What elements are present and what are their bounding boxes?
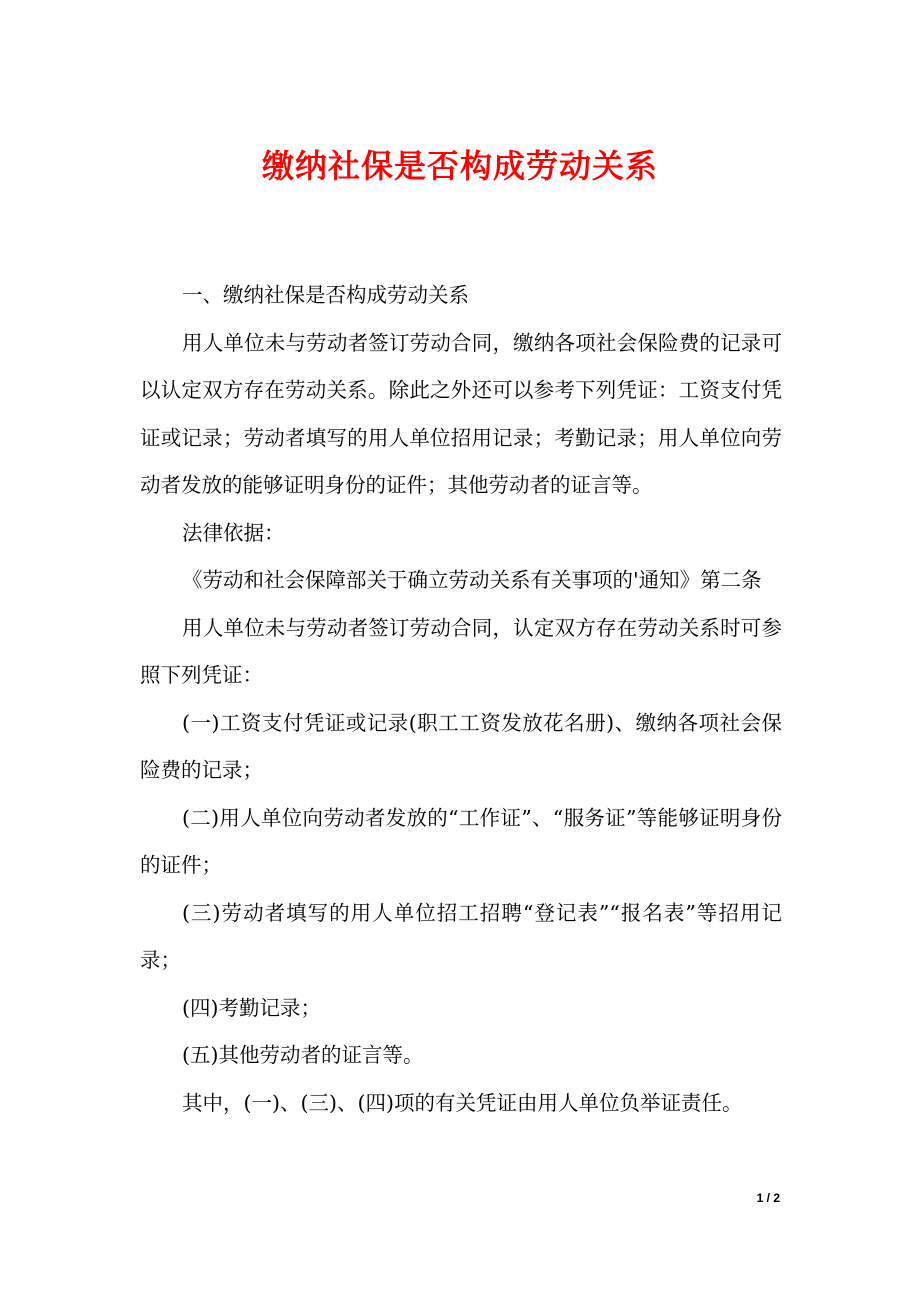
document-body <box>140 272 782 1127</box>
legal-basis-label: 法律依据： <box>182 520 285 545</box>
list-item: (二)用人单位向劳动者发放的“工作证”、“服务证”等能够证明身份的证件； <box>140 805 782 877</box>
list-item: (三)劳动者填写的用人单位招工招聘“登记表”“报名表”等招用记录； <box>140 900 782 972</box>
body-paragraph: 用人单位未与劳动者签订劳动合同，缴纳各项社会保险费的记录可以认定双方存在劳动关系。除此之外还可以参考下列凭证：工资支付凭证或记录；劳动者填写的用人单位招用记录；考勤记录；用人单位向劳动者发放的能够证明身份的证件；其他劳动者的证言等。 <box>140 330 782 497</box>
section-heading: 一、缴纳社保是否构成劳动关系 <box>182 283 469 307</box>
page-number: 1 / 2 <box>756 1191 780 1205</box>
body-paragraph: 其中，(一)、(三)、(四)项的有关凭证由用人单位负举证责任。 <box>182 1090 743 1115</box>
body-paragraph: 用人单位未与劳动者签订劳动合同，认定双方存在劳动关系时可参照下列凭证： <box>140 615 782 687</box>
document-title: 缴纳社保是否构成劳动关系 <box>261 147 658 185</box>
list-item: (四)考勤记录； <box>182 995 321 1020</box>
legal-citation: 《劳动和社会保障部关于确立劳动关系有关事项的'通知》第二条 <box>182 568 762 592</box>
list-item: (一)工资支付凭证或记录(职工工资发放花名册)、缴纳各项社会保险费的记录； <box>140 710 782 782</box>
list-item: (五)其他劳动者的证言等。 <box>182 1043 424 1067</box>
